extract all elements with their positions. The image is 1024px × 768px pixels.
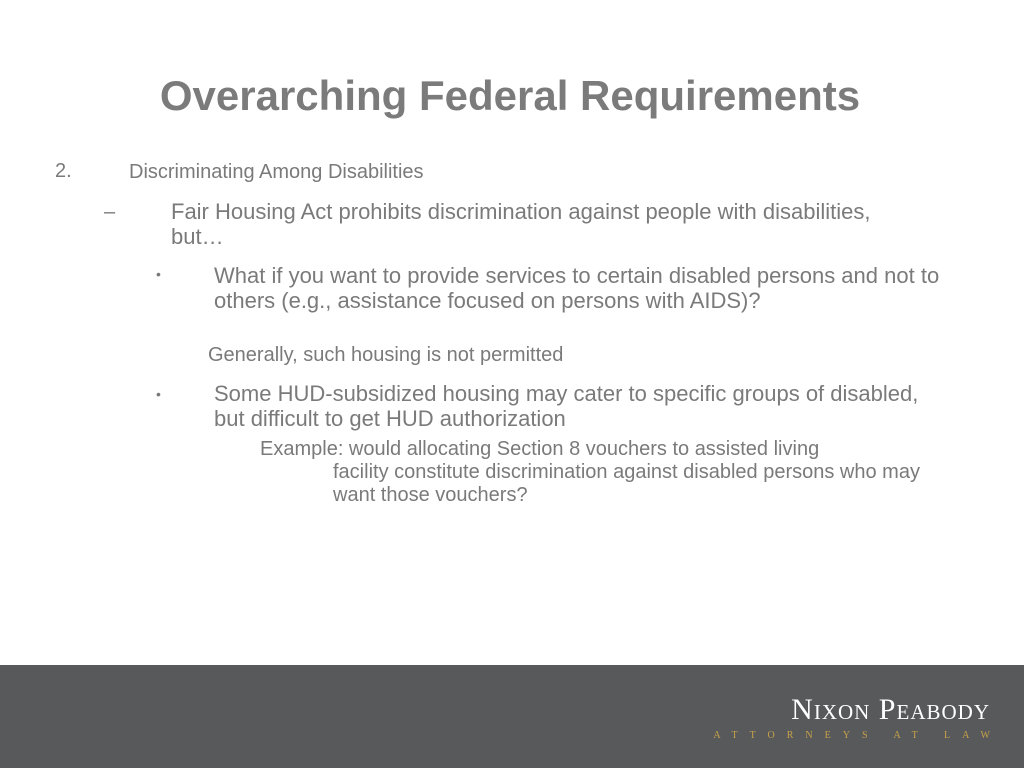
bullet-marker: •	[156, 266, 161, 282]
list-item-heading: Discriminating Among Disabilities	[129, 161, 424, 183]
list-item-bullet: Some HUD-subsidized housing may cater to specific groups of disabled, but difficult to get HUD authorization	[214, 381, 919, 431]
note-text: Generally, such housing is not permitted	[208, 344, 564, 366]
list-number: 2.	[55, 160, 72, 182]
example-continuation: facility constitute discrimination against disabled persons who may want those vouchers?	[333, 461, 920, 506]
bullet-marker: •	[156, 386, 161, 402]
dash-marker: –	[104, 201, 116, 223]
example-text	[260, 438, 950, 507]
logo-name: Nixon Peabody	[791, 693, 990, 726]
list-item-subpoint: Fair Housing Act prohibits discrimination against people with disabilities, but…	[171, 199, 871, 249]
example-first-line: Example: would allocating Section 8 vouchers to assisted living	[260, 438, 820, 460]
footer-bar	[0, 665, 1024, 768]
list-item-bullet: What if you want to provide services to certain disabled persons and not to others (e.g., assistance focused on persons with AIDS)?	[214, 263, 940, 313]
company-logo	[713, 693, 1002, 741]
slide-title: Overarching Federal Requirements	[159, 72, 861, 119]
logo-tagline: ATTORNEYS AT LAW	[713, 730, 1002, 741]
